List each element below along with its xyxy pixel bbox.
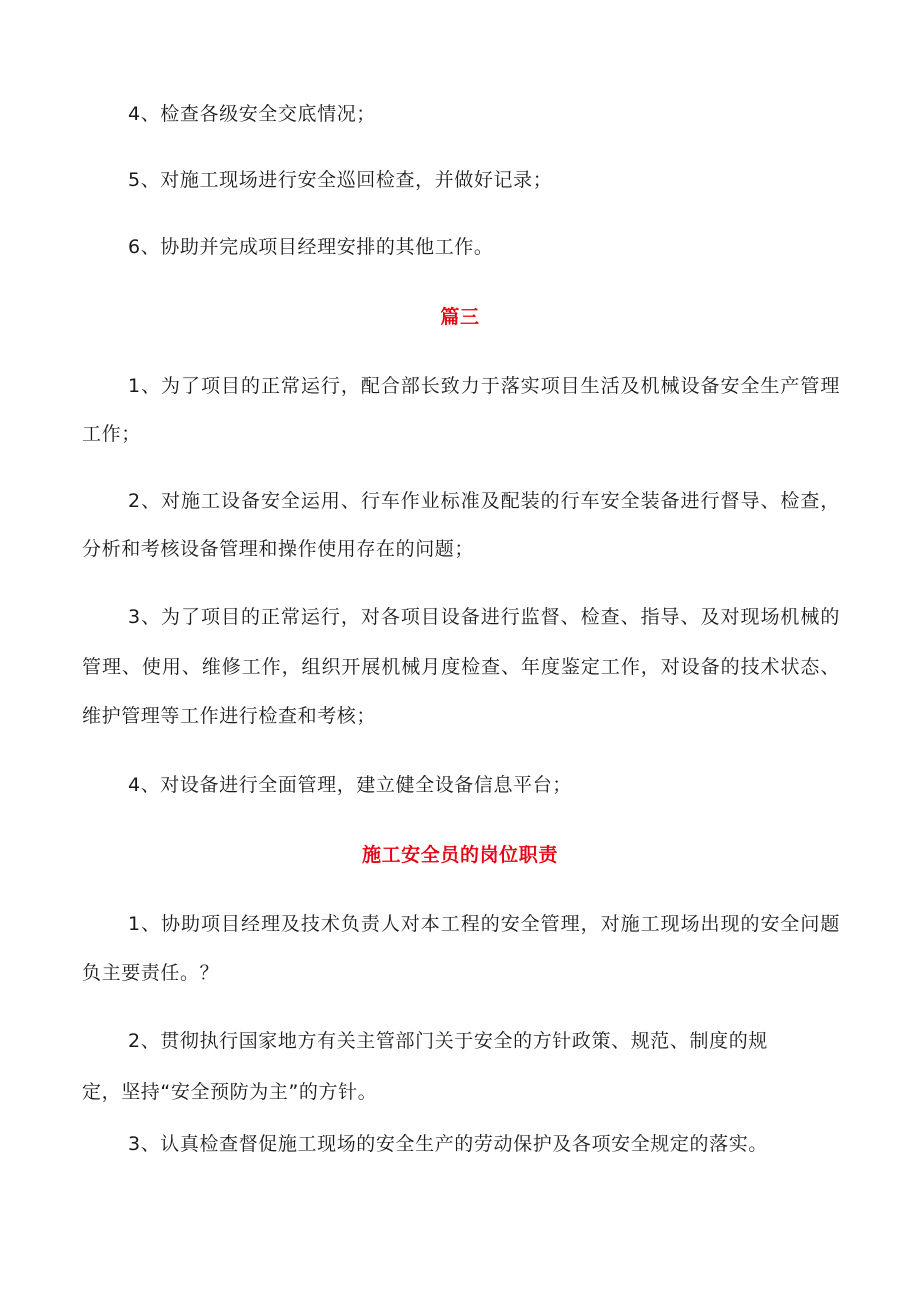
paragraph-4: 4、对设备进行全面管理，建立健全设备信息平台；	[128, 774, 572, 796]
paragraph-1-line-2: 工作；	[82, 423, 141, 445]
paragraph-2-line-1: 2、对施工设备安全运用、行车作业标准及配装的行车安全装备进行督导、检查，	[128, 490, 840, 512]
section-heading-safety-officer-duties: 施工安全员的岗位职责	[361, 844, 558, 866]
paragraph-3-line-3: 维护管理等工作进行检查和考核；	[82, 705, 377, 727]
paragraph-2-line-2: 分析和考核设备管理和操作使用存在的问题；	[82, 538, 475, 560]
paragraph-3-line-2: 管理、使用、维修工作，组织开展机械月度检查、年度鉴定工作，对设备的技术状态、	[82, 656, 840, 678]
duty-1-line-2: 负主要责任。？	[82, 962, 220, 984]
duty-1-line-1: 1、协助项目经理及技术负责人对本工程的安全管理，对施工现场出现的安全问题	[128, 913, 840, 935]
duty-2-line-2: 定，坚持“安全预防为主”的方针。	[82, 1081, 378, 1103]
list-item-5-patrol-inspection: 5、对施工现场进行安全巡回检查，并做好记录；	[128, 169, 553, 191]
duty-3: 3、认真检查督促施工现场的安全生产的劳动保护及各项安全规定的落实。	[128, 1133, 768, 1155]
paragraph-3-line-1: 3、为了项目的正常运行，对各项目设备进行监督、检查、指导、及对现场机械的	[128, 606, 840, 628]
section-heading-part-three: 篇三	[440, 306, 480, 328]
list-item-4-check-briefing: 4、检查各级安全交底情况；	[128, 103, 376, 125]
duty-2-line-1: 2、贯彻执行国家地方有关主管部门关于安全的方针政策、规范、制度的规	[128, 1030, 768, 1052]
list-item-6-assist-manager: 6、协助并完成项目经理安排的其他工作。	[128, 236, 494, 258]
paragraph-1-line-1: 1、为了项目的正常运行，配合部长致力于落实项目生活及机械设备安全生产管理	[128, 375, 840, 397]
